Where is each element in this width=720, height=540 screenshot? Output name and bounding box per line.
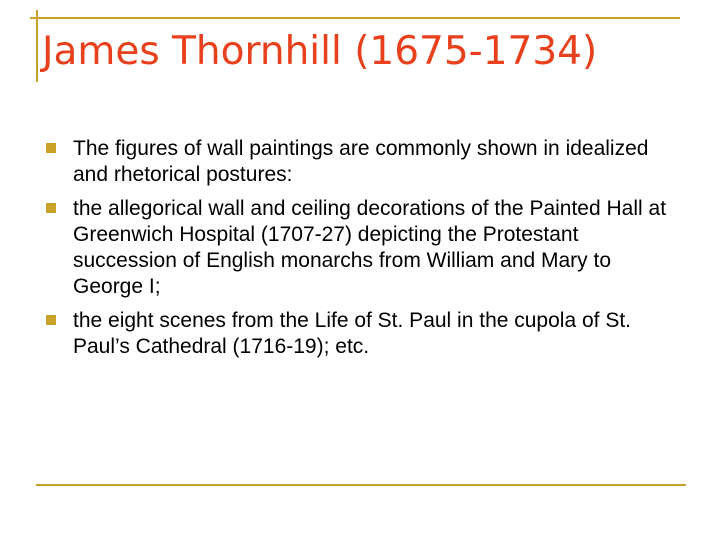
square-bullet-icon: [46, 315, 56, 325]
square-bullet-icon: [46, 143, 56, 153]
top-accent-rule: [30, 17, 680, 19]
bullet-item: [44, 196, 684, 300]
bottom-accent-rule: [36, 484, 686, 486]
slide-title: James Thornhill (1675-1734): [42, 29, 598, 74]
square-bullet-icon: [46, 203, 56, 213]
bullet-text: the eight scenes from the Life of St. Paul in the cupola of St. Paul’s Cathedral (1716-19); etc.: [73, 309, 631, 358]
bullet-text: the allegorical wall and ceiling decorations of the Painted Hall at Greenwich Hospital (1707-27) depicting the Protestant succession of English monarchs from William and Mary to George I;: [73, 197, 667, 298]
bullet-list: [44, 136, 684, 368]
bullet-item: [44, 308, 684, 360]
bullet-item: [44, 136, 684, 188]
left-accent-rule: [36, 10, 38, 82]
bullet-text: The figures of wall paintings are commonly shown in idealized and rhetorical postures:: [73, 137, 649, 186]
